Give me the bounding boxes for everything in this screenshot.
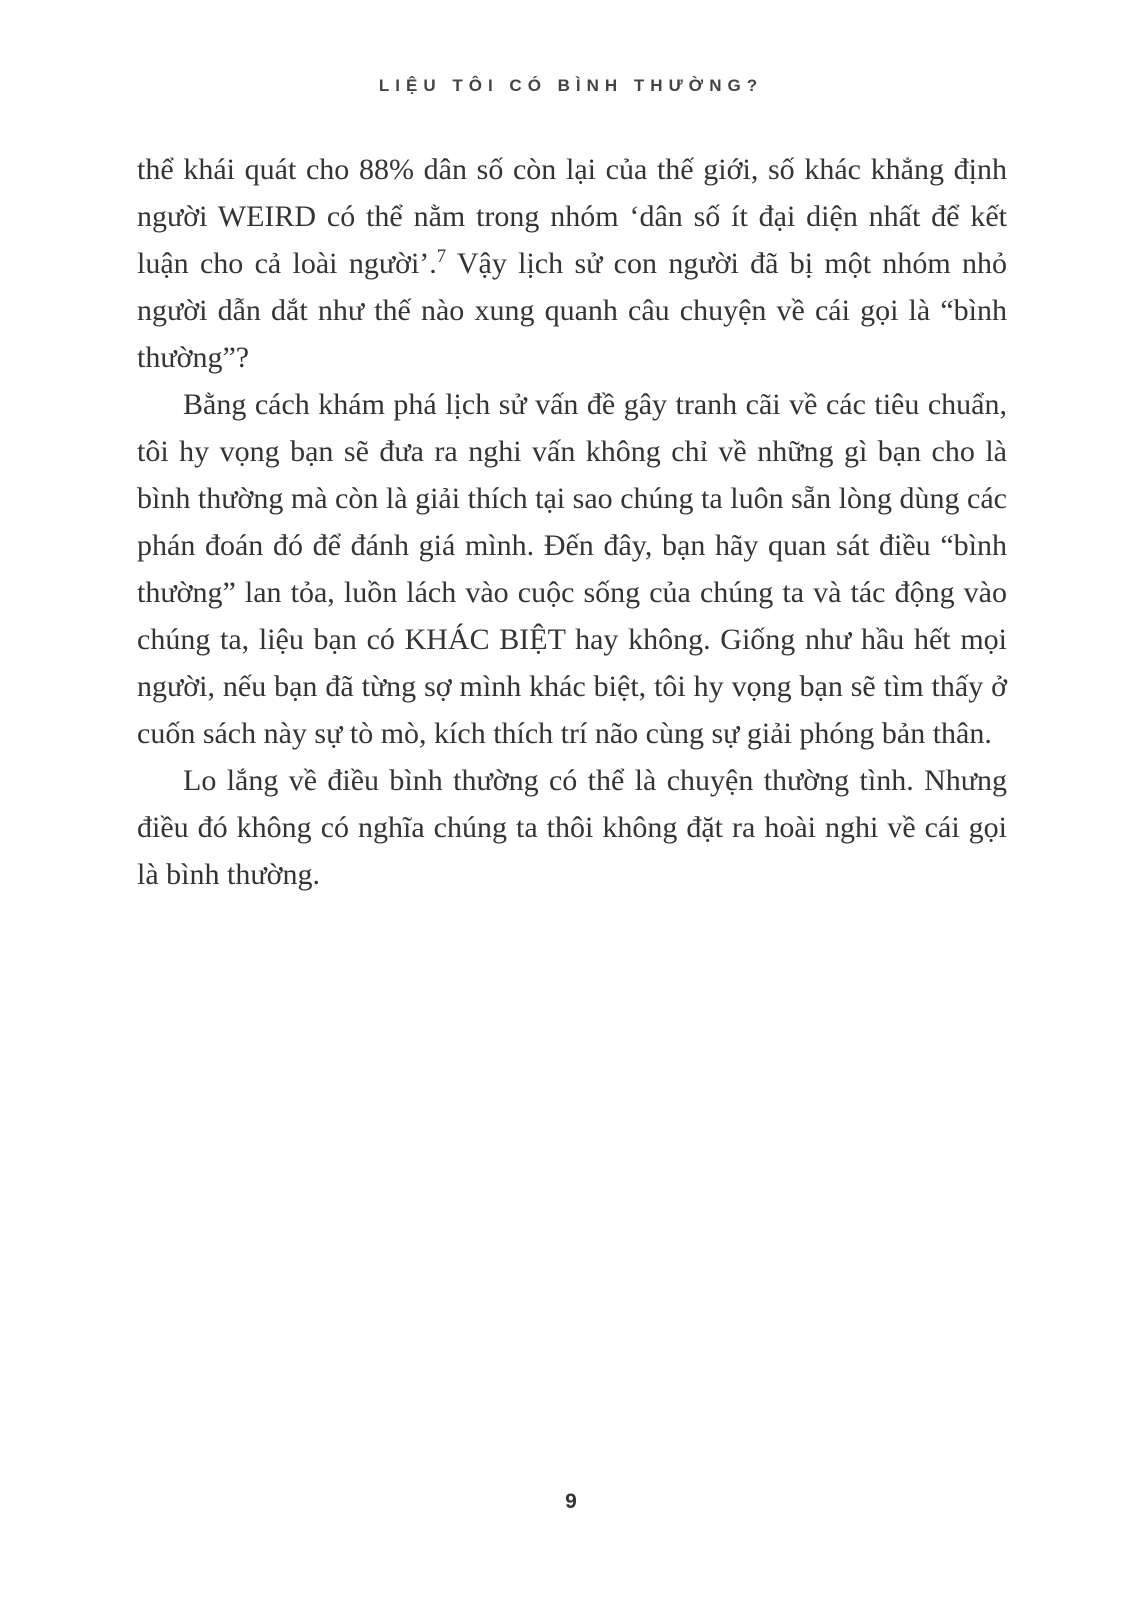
paragraph: Lo lắng về điều bình thường có thể là chuyện thường tình. Nhưng điều đó không có nghĩa chúng ta thôi không đặt ra hoài nghi về cái gọi là bình thường. bbox=[137, 764, 1007, 891]
paragraph-text-before-footnote: thể khái quát cho 88% dân số còn lại của thế giới, số khác khẳng định người WEIRD có thể nằm trong nhóm ‘dân số ít đại diện nhất để kết luận cho cả loài người’. bbox=[137, 153, 1007, 280]
page-body bbox=[137, 146, 1007, 898]
paragraph: Bằng cách khám phá lịch sử vấn đề gây tranh cãi về các tiêu chuẩn, tôi hy vọng bạn sẽ đưa ra nghi vấn không chỉ về những gì bạn cho là bình thường mà còn là giải thích tại sao chúng ta luôn sẵn lòng dùng các phán đoán đó để đánh giá mình. Đến đây, bạn hãy quan sát điều “bình thường” lan tỏa, luồn lách vào cuộc sống của chúng ta và tác động vào chúng ta, liệu bạn có KHÁC BIỆT hay không. Giống như hầu hết mọi người, nếu bạn đã từng sợ mình khác biệt, tôi hy vọng bạn sẽ tìm thấy ở cuốn sách này sự tò mò, kích thích trí não cùng sự giải phóng bản thân. bbox=[137, 388, 1007, 750]
footnote-marker: 7 bbox=[436, 246, 447, 267]
paragraph-text-after-footnote: Vậy lịch sử con người đã bị một nhóm nhỏ người dẫn dắt như thế nào xung quanh câu chuyện về cái gọi là “bình thường”? bbox=[137, 247, 1007, 374]
running-header: LIỆU TÔI CÓ BÌNH THƯỜNG? bbox=[378, 76, 764, 95]
page-number: 9 bbox=[565, 1490, 577, 1513]
paragraph-continuation bbox=[137, 146, 1007, 381]
